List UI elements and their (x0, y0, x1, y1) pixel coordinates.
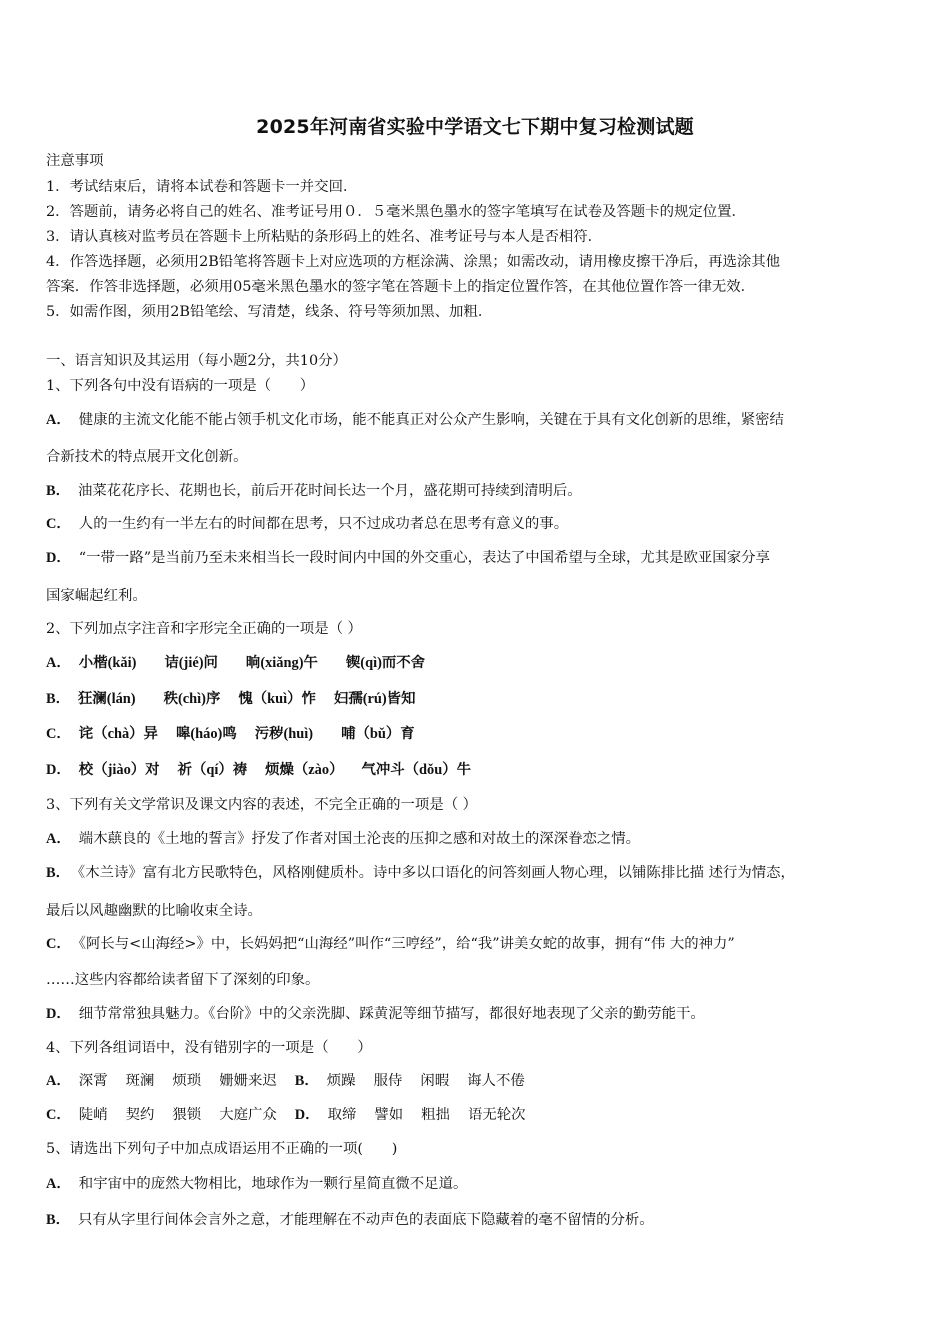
option-label: C． (46, 1107, 71, 1123)
word-item: 锲(qì)而不舍 (345, 655, 426, 671)
q5-option-a (46, 1174, 467, 1194)
word-item: 烦躁 (326, 1073, 356, 1089)
word-item: 契约 (125, 1107, 155, 1123)
option-label: C． (46, 726, 71, 742)
q2-option-c (46, 724, 415, 744)
q1-option-a-continued: 合新技术的特点展开文化创新。 (46, 449, 248, 465)
page-title: 2025年河南省实验中学语文七下期中复习检测试题 (256, 116, 694, 138)
option-text: 只有从字里行间体会言外之意，才能理解在不动声色的表面底下隐藏着的毫不留情的分析。 (78, 1212, 654, 1228)
question-2-stem: 2、下列加点字注音和字形完全正确的一项是（ ） (46, 621, 362, 637)
option-label: A． (46, 1073, 71, 1089)
notice-item: 4．作答选择题，必须用2B铅笔将答题卡上对应选项的方框涂满、涂黑；如需改动，请用橡皮擦干净后，再选涂其他 (46, 254, 781, 270)
word-item: 斑澜 (125, 1073, 155, 1089)
word-item: 粗拙 (421, 1107, 450, 1123)
q3-option-d (46, 1004, 705, 1024)
q1-option-d (46, 548, 770, 568)
q2-option-b (46, 689, 415, 709)
question-3-stem: 3、下列有关文学常识及课文内容的表述，不完全正确的一项是（ ） (46, 797, 478, 813)
q4-options-cd (46, 1105, 526, 1125)
option-text: 细节常常独具魅力。《台阶》中的父亲洗脚、踩黄泥等细节描写，都很好地表现了父亲的勤劳能干。 (78, 1006, 705, 1022)
word-item: 烦燥（zào） (265, 762, 344, 778)
q4-options-ab (46, 1071, 525, 1091)
word-item: 闲暇 (420, 1073, 450, 1089)
option-text: 油菜花花序长、花期也长，前后开花时间长达一个月，盛花期可持续到清明后。 (78, 483, 582, 499)
word-item: 语无轮次 (467, 1107, 526, 1123)
notice-item: 5．如需作图，须用2B铅笔绘、写清楚，线条、符号等须加黑、加粗． (46, 304, 493, 320)
section-heading: 一、语言知识及其运用（每小题2分，共10分） (46, 353, 347, 369)
word-item: 秩(chì)序 (163, 691, 221, 707)
word-item: 烦琐 (172, 1073, 202, 1089)
word-item: 服侍 (373, 1073, 403, 1089)
word-item: 譬如 (374, 1107, 404, 1123)
word-item: 姗姗来迟 (219, 1073, 277, 1089)
option-label: C． (46, 936, 71, 952)
notice-heading: 注意事项 (46, 153, 104, 169)
q5-option-b (46, 1210, 654, 1230)
q3-option-a (46, 829, 640, 849)
word-item: 猥锁 (172, 1107, 202, 1123)
q1-option-c (46, 514, 568, 534)
word-item: 陡峭 (78, 1107, 108, 1123)
q1-option-b (46, 481, 582, 501)
option-label: B． (46, 1212, 70, 1228)
q2-option-a (46, 653, 425, 673)
option-label: A． (46, 412, 71, 428)
word-item: 妇孺(rú)皆知 (333, 691, 416, 707)
option-text: 人的一生约有一半左右的时间都在思考，只不过成功者总在思考有意义的事。 (78, 516, 569, 532)
option-label: B． (46, 483, 70, 499)
option-text: 和宇宙中的庞然大物相比，地球作为一颗行星简直微不足道。 (78, 1176, 468, 1192)
option-label: B． (294, 1073, 319, 1089)
option-label: D． (46, 1006, 71, 1022)
option-label: D． (46, 762, 71, 778)
q3-option-c-continued: ……这些内容都给读者留下了深刻的印象。 (46, 972, 320, 988)
word-item: 大庭广众 (219, 1107, 277, 1123)
word-item: 狂澜(lán) (78, 691, 136, 707)
word-item: 嗥(háo)鸣 (175, 726, 237, 742)
option-label: C． (46, 516, 71, 532)
word-item: 诘(jié)问 (164, 655, 218, 671)
option-text: 端木蕻良的《土地的誓言》抒发了作者对国土沦丧的压抑之感和对故土的深深眷恋之情。 (78, 831, 641, 847)
q3-option-b-continued: 最后以风趣幽默的比喻收束全诗。 (46, 903, 262, 919)
option-text: 健康的主流文化能不能占领手机文化市场，能不能真正对公众产生影响，关键在于具有文化创新的思维，紧密结 (78, 412, 784, 428)
word-item: 祈（qí）祷 (177, 762, 248, 778)
q3-option-c (46, 934, 735, 954)
word-item: 小楷(kǎi) (78, 655, 137, 671)
option-label: B． (46, 691, 70, 707)
option-label: A． (46, 831, 71, 847)
word-item: 污秽(huì) (254, 726, 314, 742)
option-label: A． (46, 655, 71, 671)
word-item: 取缔 (327, 1107, 357, 1123)
option-label: B． (46, 865, 70, 881)
question-1-stem: 1、下列各句中没有语病的一项是（ ） (46, 378, 315, 394)
word-item: 晌(xiǎng)午 (245, 655, 318, 671)
option-text: 《阿长与<山海经>》中，长妈妈把“山海经”叫作“三哼经”，给“我”讲美女蛇的故事，拥有“伟 大的神力” (78, 936, 735, 952)
word-item: 诧（chà）异 (78, 726, 158, 742)
question-5-stem: 5、请选出下列句子中加点成语运用不正确的一项( ) (46, 1141, 398, 1157)
word-item: 哺（bǔ）育 (341, 726, 415, 742)
notice-item: 3．请认真核对监考员在答题卡上所粘贴的条形码上的姓名、准考证号与本人是否相符． (46, 229, 603, 245)
question-4-stem: 4、下列各组词语中，没有错别字的一项是（ ） (46, 1040, 372, 1056)
notice-item: 1．考试结束后，请将本试卷和答题卡一并交回． (46, 179, 358, 195)
option-label: A． (46, 1176, 71, 1192)
option-label: D． (46, 550, 71, 566)
q1-option-d-continued: 国家崛起红利。 (46, 588, 147, 604)
q2-option-d (46, 760, 471, 780)
notice-item: 2．答题前，请务必将自己的姓名、准考证号用０．５毫米黑色墨水的签字笔填写在试卷及答题卡的规定位置． (46, 204, 746, 220)
q3-option-b (46, 863, 795, 883)
word-item: 诲人不倦 (467, 1073, 525, 1089)
word-item: 气冲斗（dǒu）牛 (361, 762, 472, 778)
notice-item: 答案．作答非选择题，必须用05毫米黑色墨水的签字笔在答题卡上的指定位置作答，在其他位置作答一律无效． (46, 279, 756, 295)
q1-option-a (46, 410, 784, 430)
option-text: “一带一路”是当前乃至未来相当长一段时间内中国的外交重心，表达了中国希望与全球，尤其是欧亚国家分享 (78, 550, 770, 566)
word-item: 校（jiào）对 (78, 762, 160, 778)
option-label: D． (294, 1107, 320, 1123)
option-text: 《木兰诗》富有北方民歌特色，风格刚健质朴。诗中多以口语化的问答刻画人物心理，以铺陈排比描 述行为情态， (78, 865, 795, 881)
word-item: 深霄 (78, 1073, 108, 1089)
word-item: 愧（kuì）怍 (238, 691, 316, 707)
